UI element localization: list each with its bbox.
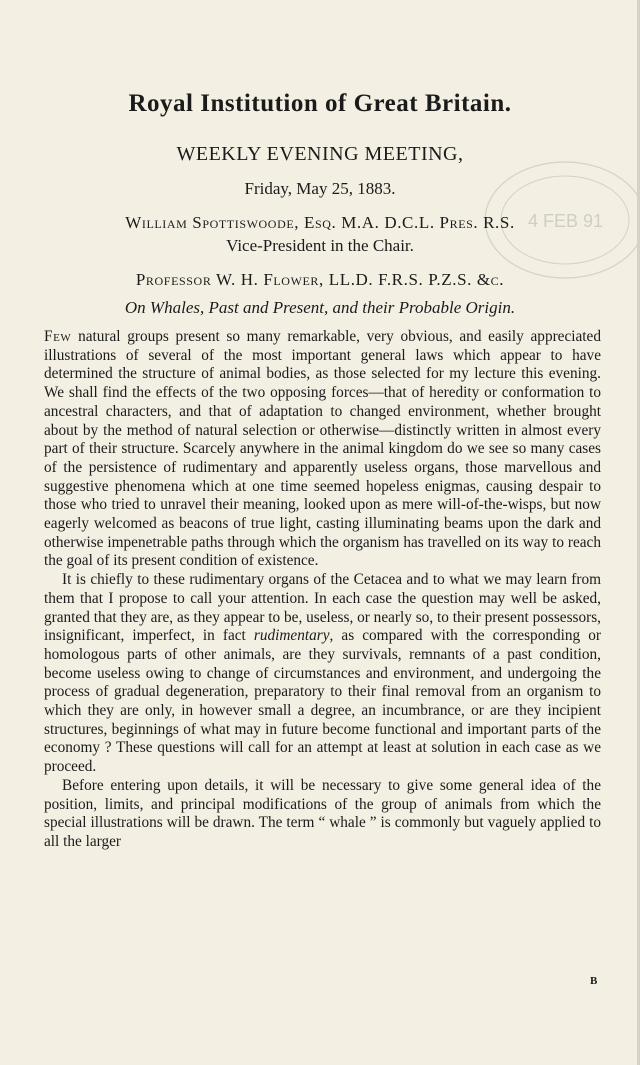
lecture-title: On Whales, Past and Present, and their Probable Origin. (124, 298, 516, 317)
paragraph-1-text: natural groups present so many remarkable, very obvious, and easily appreciated illustrations of several of the most important general laws which appear to have determined the structure of animal bodies, as those selected for my lecture this evening. We shall find the effects of the two opposing forces—that of heredity or conformation to ancestral characters, and that of adaptation to changed environment, whether brought about by the method of natural selection or otherwise—distinctly written in almost every part of their structure. Scarcely anywhere in the animal kingdom do we see so many cases of the persistence of rudimentary and apparently useless organs, those marvellous and suggestive phenomena which at one time seemed hopeless enigmas, causing despair to those who tried to unravel their meaning, looked upon as mere will-of-the-wisps, but now eagerly welcomed as beacons of true light, casting illuminating beams upon the dark and otherwise impenetrable paths through which the organism has travelled on its way to reach the goal of its present condition of existence. (44, 328, 601, 570)
meeting-date: Friday, May 25, 1883. (244, 179, 396, 198)
meeting-title: WEEKLY EVENING MEETING, (176, 143, 464, 165)
paragraph-2-text-b: , as compared with the corresponding or homologous parts of other animals, are they survivals, remnants of a past condition, become useless owing to change of circumstances and environment, and undergoing the process of gradual degeneration, preparatory to their final removal from an organism to which they are only, in however small a degree, an incumbrance, or are they incipient structures, beginnings of what may in future become functional and important parts of the economy ? These questions will call for an attempt at least at solution in each case as we proceed. (44, 627, 602, 776)
stamp-text: 4 FEB 91 (528, 211, 604, 231)
paragraph-1 (44, 328, 601, 571)
chair-vice: Vice-President in the Chair. (226, 236, 414, 255)
paragraph-2-emphasis: rudimentary (253, 627, 330, 645)
chair-president: William Spottiswoode, Esq. M.A. D.C.L. Pres. R.S. (125, 213, 515, 232)
paragraph-1-opening: Few (44, 328, 72, 345)
lecture-body (44, 328, 601, 852)
institution-heading: Royal Institution of Great Britain. (128, 90, 512, 117)
signature-mark: B (590, 975, 598, 987)
paragraph-2-text-a: It is chiefly to these rudimentary organs of the Cetacea and to what we may learn from them that I propose to call your attention. In each case the question may well be asked, granted that they are, as they appear to be, useless, or nearly so, to their present possessors, insignificant, imperfect, in fact (44, 571, 601, 645)
paragraph-2 (44, 571, 601, 777)
paragraph-3: Before entering upon details, it will be necessary to give some general idea of the position, limits, and principal modifications of the group of animals from which the special illustrations will be drawn. The term “ whale ” is commonly but vaguely applied to all the larger (44, 776, 601, 850)
lecturer-line: Professor W. H. Flower, LL.D. F.R.S. P.Z.S. &c. (135, 270, 505, 289)
